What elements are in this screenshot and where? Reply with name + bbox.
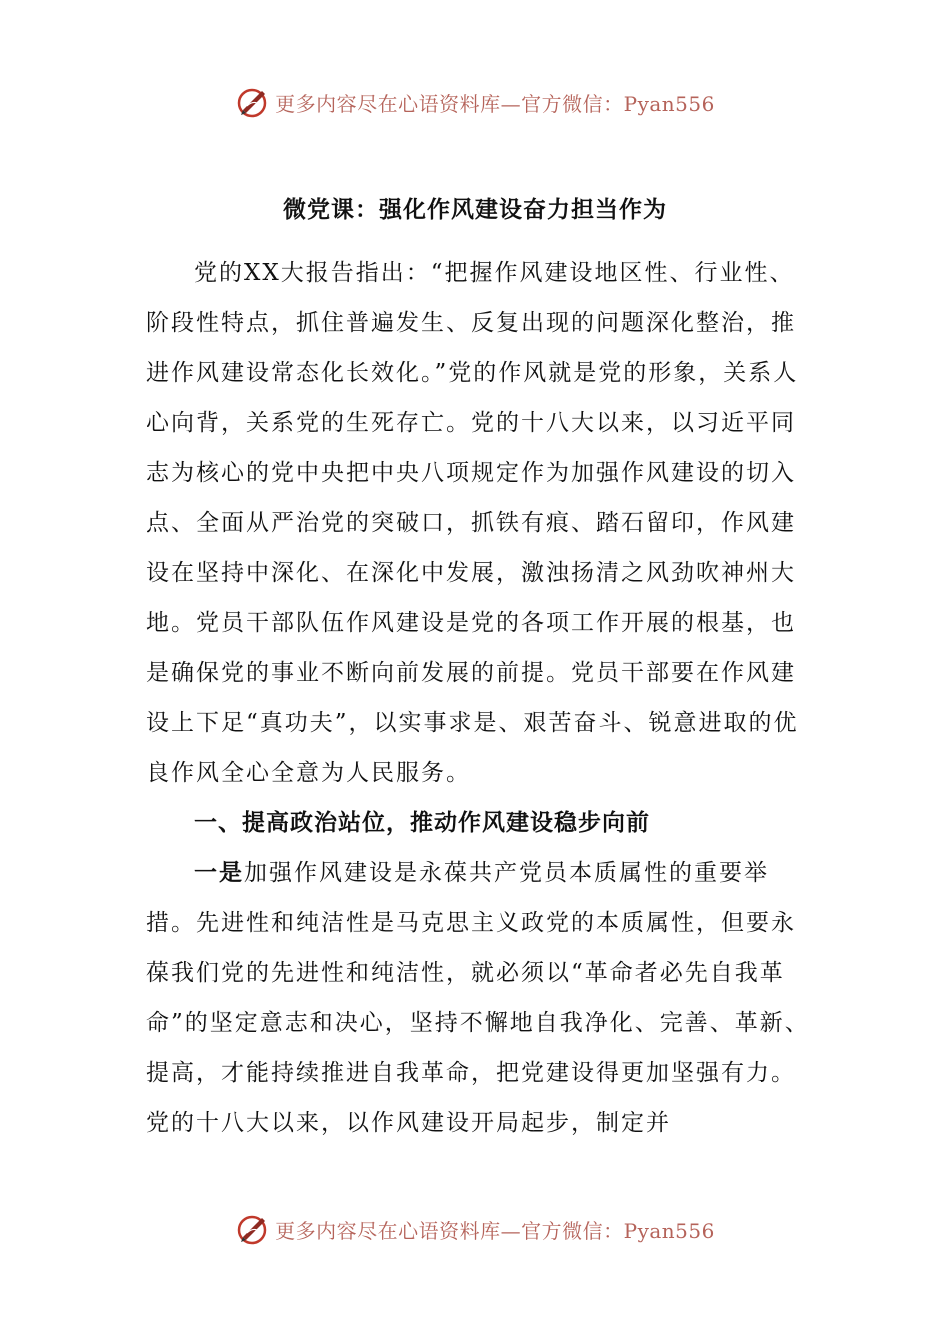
pen-logo-icon	[235, 1211, 271, 1247]
header-banner-text: 更多内容尽在心语资料库—官方微信：Pyan556	[275, 91, 715, 116]
header-banner	[0, 82, 950, 122]
section-1-lead: 一是	[194, 860, 244, 886]
document-title: 微党课：强化作风建设奋力担当作为	[283, 197, 667, 224]
footer-banner	[0, 1209, 950, 1249]
section-1-paragraph	[146, 848, 816, 1148]
section-1-text: 加强作风建设是永葆共产党员本质属性的重要举措。先进性和纯洁性是马克思主义政党的本质属性，但要永葆我们党的先进性和纯洁性，就必须以“革命者必先自我革命”的坚定意志和决心，坚持不懈地自我净化、完善、革新、提高，才能持续推进自我革命，把党建设得更加坚强有力。党的十八大以来，以作风建设开局起步，制定并	[146, 860, 810, 1136]
section-1-heading: 一、提高政治站位，推动作风建设稳步向前	[194, 810, 650, 836]
intro-paragraph: 党的XX大报告指出：“把握作风建设地区性、行业性、阶段性特点，抓住普遍发生、反复出现的问题深化整治，推进作风建设常态化长效化。”党的作风就是党的形象，关系人心向背，关系党的生死存亡。党的十八大以来，以习近平同志为核心的党中央把中央八项规定作为加强作风建设的切入点、全面从严治党的突破口，抓铁有痕、踏石留印，作风建设在坚持中深化、在深化中发展，激浊扬清之风劲吹神州大地。党员干部队伍作风建设是党的各项工作开展的根基，也是确保党的事业不断向前发展的前提。党员干部要在作风建设上下足“真功夫”，以实事求是、艰苦奋斗、锐意进取的优良作风全心全意为人民服务。	[146, 260, 799, 786]
pen-logo-icon	[235, 84, 271, 120]
footer-banner-text: 更多内容尽在心语资料库—官方微信：Pyan556	[275, 1218, 715, 1243]
document-body	[146, 248, 816, 1148]
